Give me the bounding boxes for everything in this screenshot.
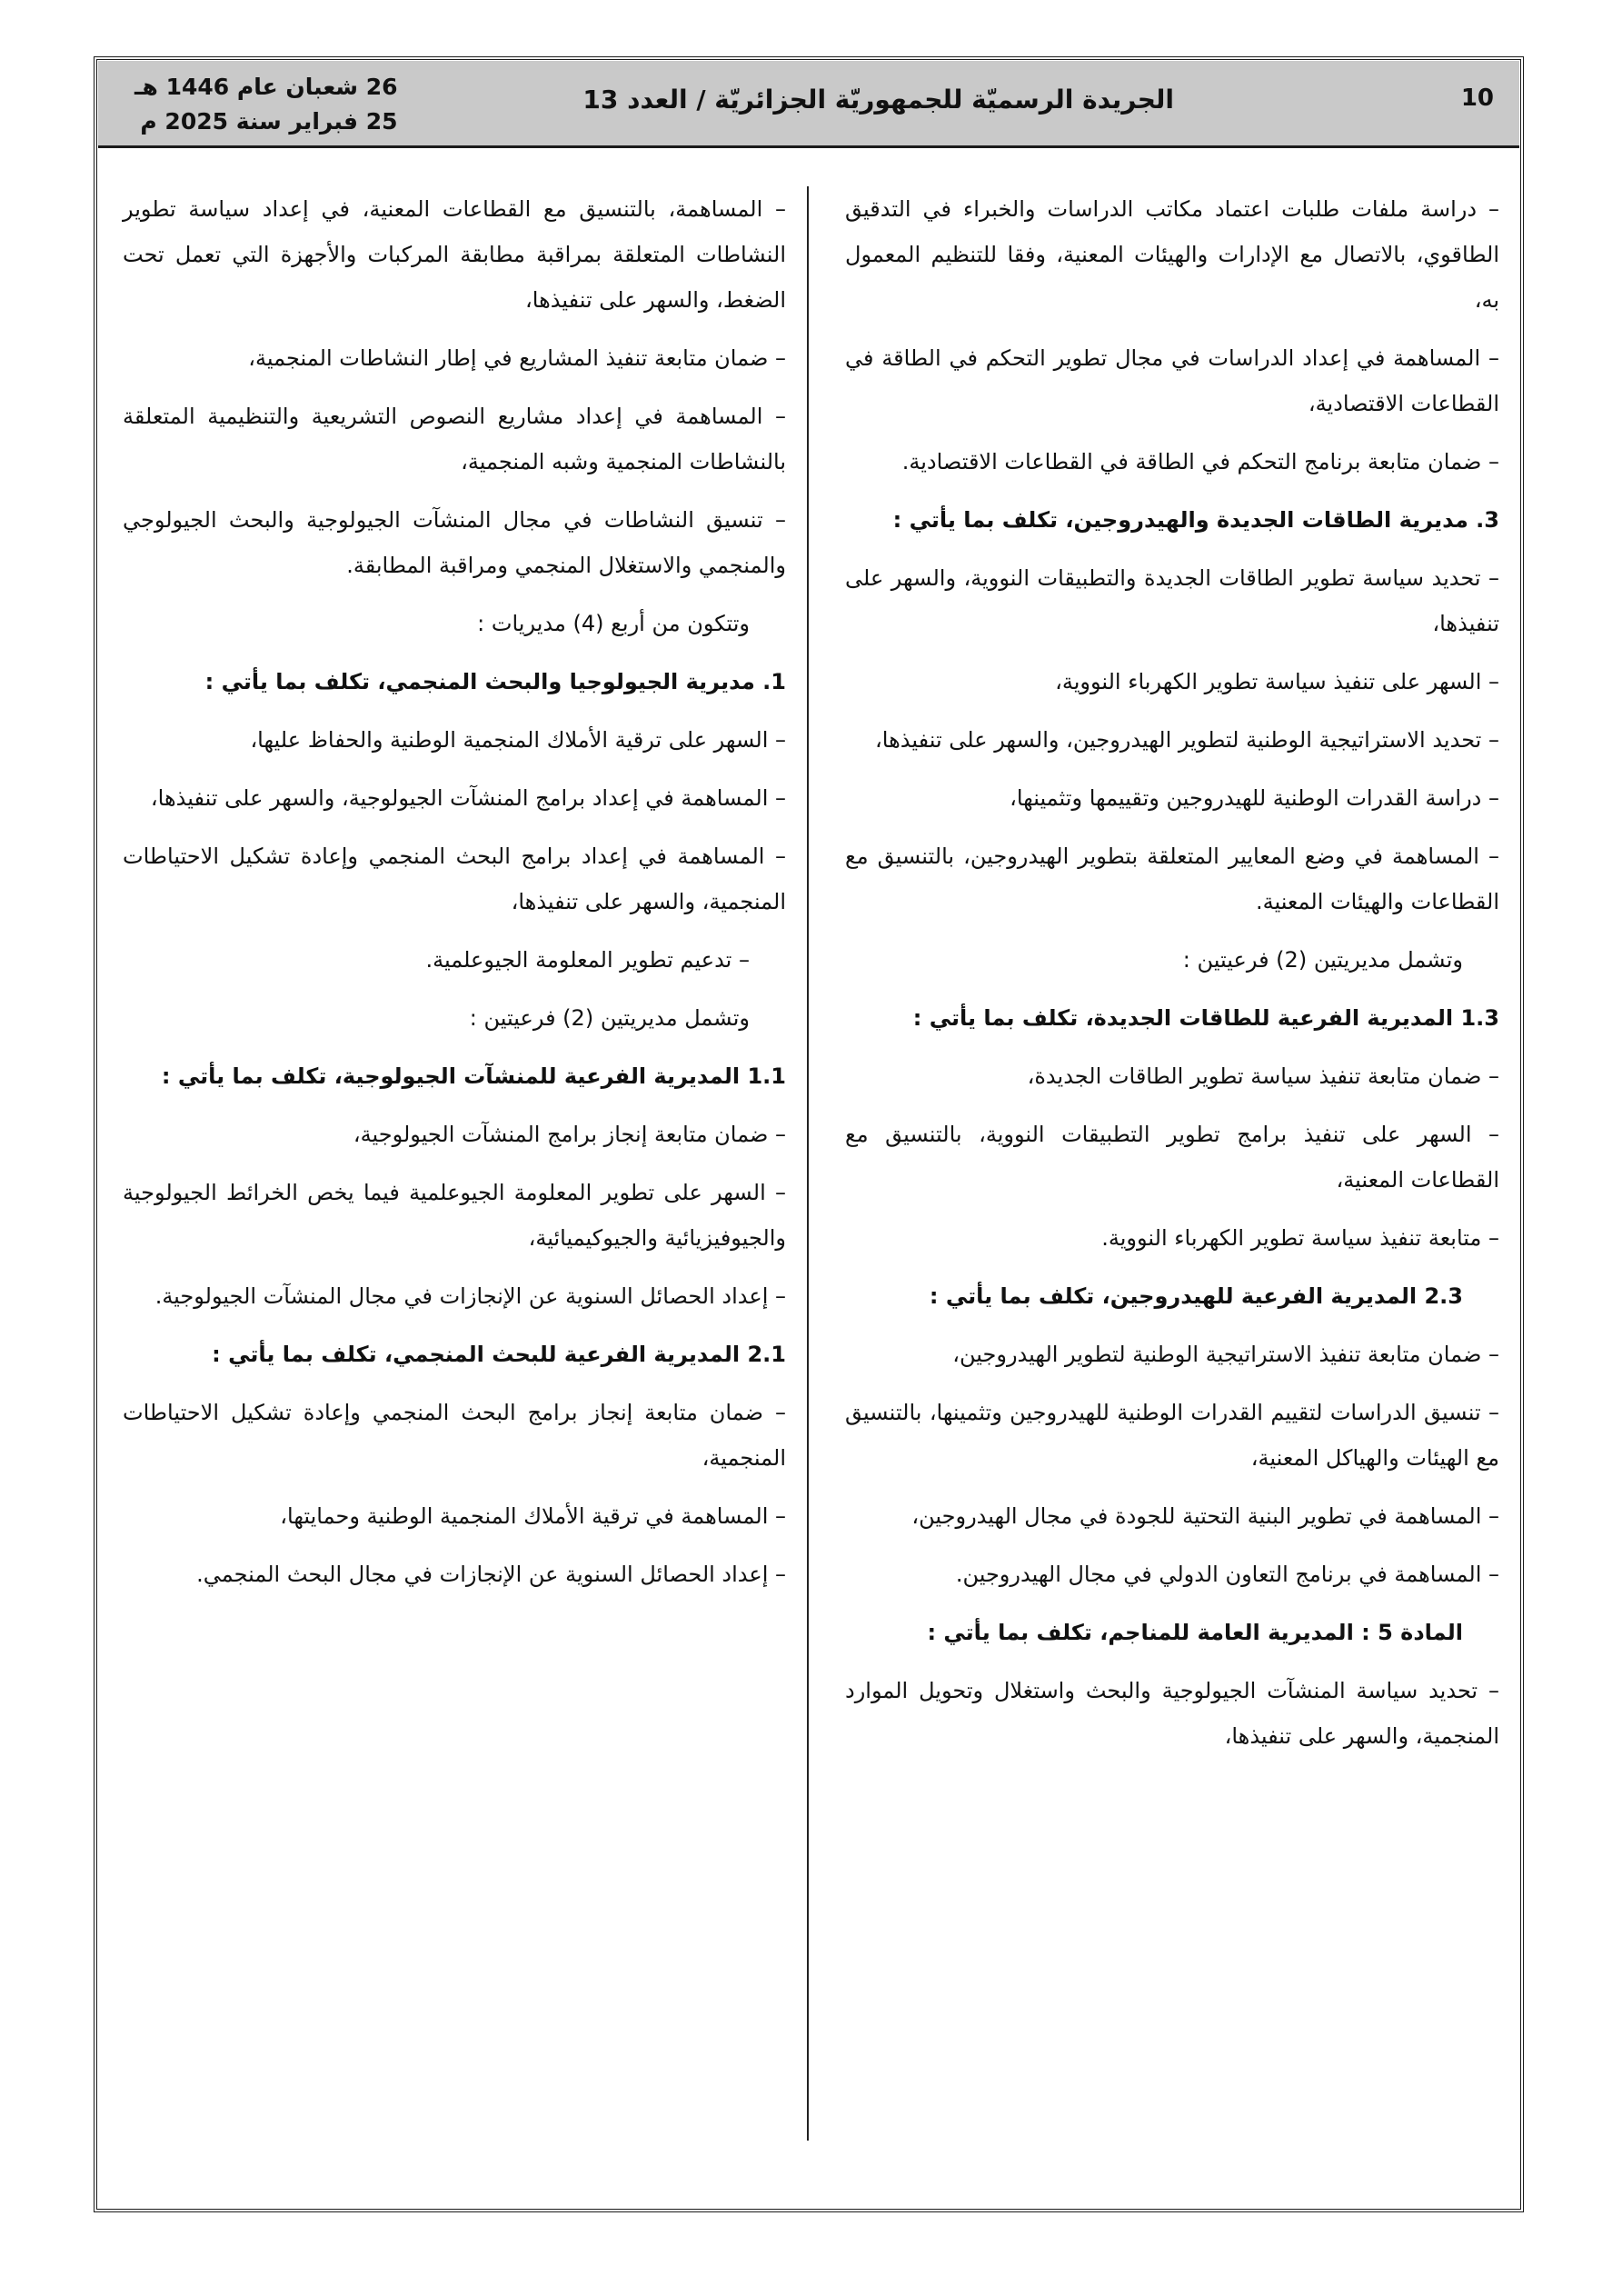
paragraph: وتشمل مديريتين (2) فرعيتين : xyxy=(469,1005,750,1031)
paragraph: – دراسة ملفات طلبات اعتماد مكاتب الدراسات والخبراء في التدقيق الطاقوي، بالاتصال مع الإدارات والهيئات المعنية، وفقا للتنظيم المعمول به، xyxy=(845,196,1499,313)
paragraph: – ضمان متابعة برنامج التحكم في الطاقة في القطاعات الاقتصادية. xyxy=(901,449,1499,474)
paragraph: – تدعيم تطوير المعلومة الجيوعلمية. xyxy=(425,947,750,973)
paragraph: – السهر على تطوير المعلومة الجيوعلمية فيما يخص الخرائط الجيولوجية والجيوفيزيائية والجيوكيميائية، xyxy=(123,1180,786,1251)
paragraph: – ضمان متابعة إنجاز برامج المنشآت الجيولوجية، xyxy=(353,1122,786,1147)
section-heading: 2.1 المديرية الفرعية للبحث المنجمي، تكلف بما يأتي : xyxy=(212,1342,786,1367)
paragraph: – دراسة القدرات الوطنية للهيدروجين وتقييمها وتثمينها، xyxy=(1010,785,1499,811)
paragraph: – السهر على تنفيذ سياسة تطوير الكهرباء النووية، xyxy=(1055,669,1499,694)
paragraph: – المساهمة في إعداد مشاريع النصوص التشريعية والتنظيمية المتعلقة بالنشاطات المنجمية وشبه المنجمية، xyxy=(123,404,786,474)
right-column xyxy=(845,186,1499,1772)
section-heading: 1. مديرية الجيولوجيا والبحث المنجمي، تكلف بما يأتي : xyxy=(204,669,786,694)
paragraph: – متابعة تنفيذ سياسة تطوير الكهرباء النووية. xyxy=(1101,1225,1499,1251)
paragraph: – ضمان متابعة تنفيذ سياسة تطوير الطاقات الجديدة، xyxy=(1027,1063,1499,1089)
paragraph: – تحديد سياسة تطوير الطاقات الجديدة والتطبيقات النووية، والسهر على تنفيذها، xyxy=(845,565,1499,636)
paragraph: – تنسيق الدراسات لتقييم القدرات الوطنية للهيدروجين وتثمينها، بالتنسيق مع الهيئات والهياكل المعنية، xyxy=(845,1400,1499,1471)
page-header xyxy=(98,61,1519,148)
paragraph: – إعداد الحصائل السنوية عن الإنجازات في مجال المنشآت الجيولوجية. xyxy=(154,1283,786,1309)
paragraph: – إعداد الحصائل السنوية عن الإنجازات في مجال البحث المنجمي. xyxy=(196,1562,786,1587)
paragraph: – ضمان متابعة تنفيذ الاستراتيجية الوطنية لتطوير الهيدروجين، xyxy=(952,1342,1499,1367)
paragraph: – المساهمة، بالتنسيق مع القطاعات المعنية، في إعداد سياسة تطوير النشاطات المتعلقة بمراقبة مطابقة المركبات والأجهزة التي تعمل تحت الضغط، والسهر على تنفيذها، xyxy=(123,196,786,313)
date-hijri: 26 شعبان عام 1446 هـ xyxy=(134,74,398,100)
issue-date xyxy=(134,70,398,139)
date-gregorian: 25 فبراير سنة 2025 م xyxy=(140,108,398,135)
paragraph: – المساهمة في ترقية الأملاك المنجمية الوطنية وحمايتها، xyxy=(280,1503,786,1529)
section-heading: 3. مديرية الطاقات الجديدة والهيدروجين، تكلف بما يأتي : xyxy=(892,507,1499,533)
paragraph: – ضمان متابعة إنجاز برامج البحث المنجمي وإعادة تشكيل الاحتياطات المنجمية، xyxy=(123,1400,786,1471)
paragraph: – المساهمة في تطوير البنية التحتية للجودة في مجال الهيدروجين، xyxy=(911,1503,1499,1529)
paragraph: – المساهمة في إعداد برامج البحث المنجمي وإعادة تشكيل الاحتياطات المنجمية، والسهر على تنفيذها، xyxy=(123,844,786,914)
paragraph: – المساهمة في برنامج التعاون الدولي في مجال الهيدروجين. xyxy=(955,1562,1499,1587)
paragraph: – تحديد الاستراتيجية الوطنية لتطوير الهيدروجين، والسهر على تنفيذها، xyxy=(875,727,1499,753)
journal-title: الجريدة الرسميّة للجمهوريّة الجزائريّة / العدد 13 xyxy=(582,85,1174,115)
paragraph: – السهر على تنفيذ برامج تطوير التطبيقات النووية، بالتنسيق مع القطاعات المعنية، xyxy=(845,1122,1499,1193)
section-heading: 1.1 المديرية الفرعية للمنشآت الجيولوجية، تكلف بما يأتي : xyxy=(161,1063,786,1089)
paragraph: – المساهمة في إعداد الدراسات في مجال تطوير التحكم في الطاقة في القطاعات الاقتصادية، xyxy=(845,345,1499,416)
section-heading: 2.3 المديرية الفرعية للهيدروجين، تكلف بما يأتي : xyxy=(929,1283,1463,1309)
paragraph: – المساهمة في وضع المعايير المتعلقة بتطوير الهيدروجين، بالتنسيق مع القطاعات والهيئات المعنية. xyxy=(845,844,1499,914)
page-number: 10 xyxy=(1460,85,1494,112)
paragraph: – السهر على ترقية الأملاك المنجمية الوطنية والحفاظ عليها، xyxy=(250,727,786,753)
column-divider xyxy=(807,186,809,2141)
paragraph: وتتكون من أربع (4) مديريات : xyxy=(477,611,750,636)
paragraph: – ضمان متابعة تنفيذ المشاريع في إطار النشاطات المنجمية، xyxy=(248,345,786,371)
paragraph: – تحديد سياسة المنشآت الجيولوجية والبحث واستغلال وتحويل الموارد المنجمية، والسهر على تنفيذها، xyxy=(845,1678,1499,1749)
section-heading: 1.3 المديرية الفرعية للطاقات الجديدة، تكلف بما يأتي : xyxy=(912,1005,1499,1031)
paragraph: – المساهمة في إعداد برامج المنشآت الجيولوجية، والسهر على تنفيذها، xyxy=(150,785,786,811)
left-column xyxy=(123,186,786,1610)
paragraph: وتشمل مديريتين (2) فرعيتين : xyxy=(1182,947,1463,973)
paragraph: – تنسيق النشاطات في مجال المنشآت الجيولوجية والبحث الجيولوجي والمنجمي والاستغلال المنجمي ومراقبة المطابقة. xyxy=(123,507,786,578)
article-heading: المادة 5 : المديرية العامة للمناجم، تكلف بما يأتي : xyxy=(927,1620,1463,1645)
